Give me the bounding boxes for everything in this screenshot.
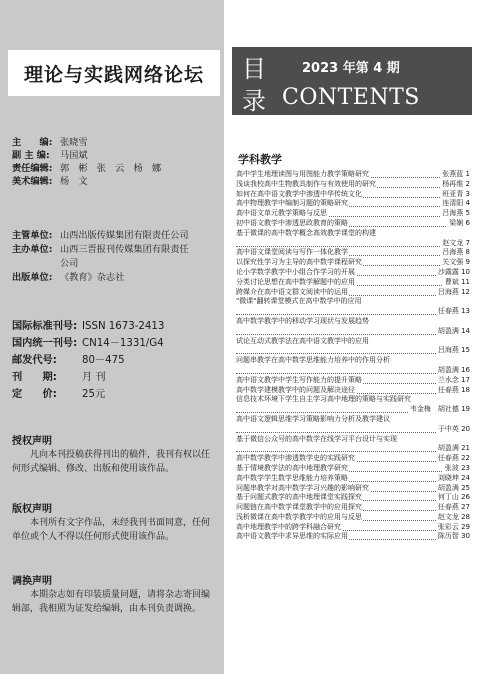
toc-entry[interactable]: [236, 190, 470, 200]
toc-entry-title: 基于情境教学法的高中地理教学研究: [236, 463, 348, 472]
toc-entry-page: 10: [461, 267, 470, 276]
toc-entry-title: 如何在高中语文教学中渗透中华传统文化: [236, 189, 362, 198]
code-row: 刊 期: 月 刊: [12, 372, 106, 383]
contents-header: [232, 47, 472, 115]
toc-entry-author-page: [440, 180, 470, 190]
toc-entry-title: 基于问题式教学的高中地理课堂实践探究: [236, 493, 362, 502]
toc-entry-author-page: [436, 268, 470, 278]
toc-entry-author: 吕海燕: [442, 248, 464, 257]
toc-entry-author: 胡盈满: [437, 326, 459, 335]
toc-entry-title: 浅谈我校高中生物教具制作与有效使用的研究: [236, 179, 376, 188]
toc-entry-page: 17: [461, 375, 470, 384]
toc-entry-author: 关文强: [442, 258, 464, 267]
toc-entry[interactable]: [236, 170, 470, 180]
toc-entry[interactable]: [236, 415, 470, 435]
toc-entry-author-page: [436, 444, 470, 454]
toc-entry[interactable]: [236, 503, 470, 513]
section-title: 学科教学: [238, 153, 282, 166]
toc-entry-title: 试论互动式教学法在高中语文教学中的应用: [236, 336, 369, 345]
toc-entry-author: 陈历智: [437, 532, 459, 541]
toc-entry-title: 浅析微课在高中数学教学中的应用与反思: [236, 512, 362, 521]
toc-entry-title: 初中语文教学中渗透思政教育的策略: [236, 218, 348, 227]
toc-entry-author-page: [436, 386, 470, 396]
toc-entry-author: 刘晓坤: [437, 473, 459, 482]
toc-entry-title: "微课"翻转课堂模式在高中数学中的应用: [236, 297, 362, 306]
toc-entry-page: 7: [465, 238, 470, 247]
toc-entry-author: 任春燕: [437, 454, 459, 463]
journal-title-box: [8, 50, 220, 96]
toc-entry-title: 高中数学学生数学思维能力培养策略: [236, 473, 348, 482]
toc-entry-page: 23: [461, 463, 470, 472]
toc-entry-author: 班亚青: [442, 189, 464, 198]
toc-entry-title: 问题串教学对高中数学学习兴趣的影响研究: [236, 483, 369, 492]
toc-entry-page: 11: [461, 277, 470, 286]
toc-entry[interactable]: [236, 268, 470, 278]
code-row: 国内统一刊号: CN14－1331/G4: [12, 338, 164, 349]
toc-entry[interactable]: [236, 199, 470, 209]
toc-entry-page: 25: [461, 483, 470, 492]
toc-entry-author-page: [440, 248, 470, 258]
toc-entry-title: 高中语文单元教学策略与反思: [236, 209, 327, 218]
toc-entry-author-page: [440, 258, 470, 268]
toc-entry[interactable]: [236, 248, 470, 258]
exchange-text: 本期杂志如有印装质量问题，请将杂志寄回编辑部，我相照为证发给编辑，由本刊负责调换。: [12, 590, 211, 614]
toc-entry-page: 19: [461, 405, 470, 414]
toc-entry-author: 吕海燕: [437, 346, 459, 355]
toc-entry-page: 13: [461, 307, 470, 316]
toc-entry-title: 高中地理教学中的跨学科融合研究: [236, 522, 341, 531]
toc-entry-title: 问题链在高中数学课堂教学中的应用探究: [236, 503, 362, 512]
toc-entry-author-page: [436, 307, 470, 317]
toc-entry[interactable]: [236, 464, 470, 474]
toc-entry-page: 5: [465, 209, 470, 218]
toc-entry-author: 吕海燕: [437, 287, 459, 296]
toc-entry-author-page: [440, 170, 470, 180]
toc-entry-title: 高中语文课堂阅读与写作一体化教学: [236, 248, 348, 257]
masthead-row: 副 主 编: 马国斌: [12, 150, 88, 161]
toc-entry[interactable]: [236, 288, 470, 298]
masthead-row: 责任编辑: 郭 彬 张 云 杨 娜: [12, 163, 162, 174]
toc-entry[interactable]: [236, 376, 470, 386]
toc-entry-title: 高中语文教学中求异思维的实际应用: [236, 532, 348, 541]
toc-entry-title: 论小学数学教学中小组合作学习的开展: [236, 267, 355, 276]
toc-entry-author: 梁娴: [449, 218, 464, 227]
toc-entry-page: 8: [465, 248, 470, 257]
toc-entry[interactable]: [236, 278, 470, 288]
toc-entry-author: 张彩云: [437, 522, 459, 531]
toc-entry-page: 15: [461, 346, 470, 355]
toc-entry-author-page: [436, 484, 470, 494]
toc-entry-author: 兰水念: [437, 375, 459, 384]
toc-entry-title: 高中语文教学中学生写作能力的提升策略: [236, 375, 362, 384]
toc-entry-author: 胡盈满: [437, 365, 459, 374]
copyright-text: 本刊所有文字作品，未经我刊书面同意，任何单位或个人不得以任何形式使用该作品。: [12, 518, 211, 542]
toc-entry-author-page: [436, 474, 470, 484]
toc-entry-author-page: [436, 376, 470, 386]
toc-entry-author-page: [440, 239, 470, 249]
toc-entry-page: 28: [461, 512, 470, 521]
toc-entry-author: 赵文龙: [442, 238, 464, 247]
toc-entry-page: 1: [465, 170, 470, 178]
toc-entry-author-page: [443, 278, 470, 288]
toc-entry[interactable]: [236, 356, 470, 376]
toc-entry[interactable]: [236, 484, 470, 494]
toc-entry-author-page: [436, 425, 470, 435]
toc-entry[interactable]: [236, 513, 470, 523]
toc-entry-title: 分类讨论思想在高中数学解题中的应用: [236, 277, 355, 286]
toc-entry[interactable]: [236, 297, 470, 317]
toc-entry-title: 信息技术环境下学生自主学习高中地理的策略与实践研究: [236, 395, 411, 404]
toc-entry-page: 14: [461, 326, 470, 335]
toc-entry[interactable]: [236, 523, 470, 533]
toc-entry-page: 20: [461, 424, 470, 433]
toc-entry[interactable]: [236, 454, 470, 464]
toc-entry[interactable]: [236, 435, 470, 455]
toc-entry-author-page: [436, 532, 470, 542]
code-row: 邮发代号: 80－475: [12, 355, 125, 366]
publisher-row: 主管单位: 山西出版传媒集团有限责任公司: [12, 230, 189, 241]
toc-entry-title: 基于微信公众号的高中数学在线学习平台设计与实现: [236, 434, 397, 443]
toc-entry-page: 27: [461, 503, 470, 512]
masthead-row: 主 编: 张晓雪: [12, 137, 88, 148]
toc-entry-author-page: [436, 513, 470, 523]
toc-entry-page: 24: [461, 473, 470, 482]
exchange-heading: 调换声明: [12, 576, 52, 587]
toc-entry-author: 胡盈满: [437, 444, 459, 453]
toc-entry-page: 18: [461, 385, 470, 394]
toc-entry-author-page: [436, 346, 470, 356]
toc-entry-author: 连清阳: [442, 199, 464, 208]
toc-list: [236, 170, 470, 542]
toc-entry-page: 22: [461, 454, 470, 463]
toc-entry-author-page: [447, 219, 470, 229]
toc-entry-author: 张波: [444, 463, 459, 472]
masthead-block: [12, 136, 161, 188]
masthead-row: 美术编辑: 杨 文: [12, 176, 88, 187]
masthead-panel: [0, 0, 224, 674]
toc-entry-author-page: [408, 405, 470, 415]
header-lu: 录: [242, 87, 266, 115]
toc-entry-author: 胡盈满: [437, 483, 459, 492]
header-mu: 目: [242, 55, 266, 83]
toc-entry[interactable]: [236, 258, 470, 268]
toc-entry-author: 曹斌: [444, 277, 459, 286]
toc-entry-title: 以探究性学习为主导的高中数学课程研究: [236, 258, 362, 267]
toc-entry-author: 何丁山: [437, 493, 459, 502]
toc-entry-author: 任春燕: [437, 307, 459, 316]
authorization-text: 凡向本刊投稿获得刊出的稿件，我刊有权以任何形式编辑、修改、出版和使用该作品。: [12, 450, 211, 474]
toc-entry-page: 4: [465, 199, 470, 208]
toc-entry[interactable]: [236, 532, 470, 542]
toc-entry[interactable]: [236, 493, 470, 503]
toc-entry-author-page: [440, 199, 470, 209]
toc-entry-page: 21: [461, 444, 470, 453]
toc-entry-author-page: [436, 366, 470, 376]
copyright-heading: 版权声明: [12, 504, 52, 515]
toc-entry-author-page: [440, 190, 470, 200]
toc-entry-author: 任春燕: [437, 385, 459, 394]
toc-entry[interactable]: [236, 219, 470, 229]
toc-entry-title: 基于微课的高中数学概念高效教学课堂的构建: [236, 228, 376, 237]
toc-entry-author-page: [436, 523, 470, 533]
toc-entry-author: 于中英: [437, 424, 459, 433]
authorization-heading: 授权声明: [12, 436, 52, 447]
toc-entry-title: 问题串教学在高中数学思维能力培养中的作用分析: [236, 356, 390, 365]
toc-entry-page: 26: [461, 493, 470, 502]
toc-entry-page: 2: [465, 179, 470, 188]
toc-entry-author-page: [436, 288, 470, 298]
journal-title: 理论与实践网络论坛: [23, 63, 204, 86]
toc-entry-page: 3: [465, 189, 470, 198]
contents-label: CONTENTS: [282, 85, 420, 110]
toc-entry-author: 任春燕: [437, 503, 459, 512]
publisher-row: 主办单位: 山西三晋报刊传媒集团有限责任 公司: [12, 244, 189, 269]
issue-label: 2023 年第 4 期: [302, 61, 400, 76]
toc-entry-author-page: [436, 503, 470, 513]
toc-entry-title: 高中语文逻辑思维学习策略影响力分析及教学建议: [236, 414, 390, 423]
toc-entry[interactable]: [236, 180, 470, 190]
toc-entry-author-page: [440, 209, 470, 219]
toc-entry-page: 6: [465, 218, 470, 227]
code-row: 国际标准刊号: ISSN 1673-2413: [12, 321, 165, 332]
leader-dots: [236, 239, 470, 247]
toc-entry[interactable]: [236, 395, 470, 415]
toc-entry-author: 沙露露: [437, 267, 459, 276]
toc-entry-title: 高中数学教学中渗透数学史的实践研究: [236, 454, 355, 463]
toc-entry[interactable]: [236, 474, 470, 484]
toc-entry-author-page: [443, 464, 470, 474]
toc-entry-page: 29: [461, 522, 470, 531]
toc-entry[interactable]: [236, 317, 470, 337]
toc-entry[interactable]: [236, 386, 470, 396]
toc-entry-title: 高中物理教学中编制习题的策略研究: [236, 199, 348, 208]
toc-entry-author: 吕海燕: [442, 209, 464, 218]
toc-entry[interactable]: [236, 229, 470, 249]
toc-entry-author: 杨再维: [442, 179, 464, 188]
toc-entry-author-page: [436, 493, 470, 503]
toc-entry-author-page: [436, 327, 470, 337]
toc-entry-title: 高中数学教学中的移动学习现状与发展趋势: [236, 316, 369, 325]
code-row: 定 价: 25元: [12, 389, 106, 400]
toc-entry-page: 9: [465, 258, 470, 267]
toc-entry-title: 高中数学建模教学中的问题及解决途径: [236, 385, 355, 394]
publisher-row: 出版单位: 《教育》杂志社: [12, 272, 125, 283]
toc-entry[interactable]: [236, 209, 470, 219]
toc-entry-page: 16: [461, 365, 470, 374]
toc-entry-author: 赵文龙: [437, 512, 459, 521]
toc-entry-author-page: [436, 454, 470, 464]
toc-entry-title: 高中学生地理读图与用图能力教学策略研究: [236, 170, 369, 178]
publisher-block: [12, 229, 189, 285]
codes-block: [12, 318, 164, 403]
toc-entry-author: 韦金梅 胡社德: [409, 405, 459, 414]
toc-entry[interactable]: [236, 337, 470, 357]
toc-entry-author: 张燕蓝: [442, 170, 464, 178]
toc-entry-page: 30: [461, 532, 470, 541]
toc-entry-page: 12: [461, 287, 470, 296]
toc-entry-title: 跨媒介在高中语文群文阅读中的运用: [236, 287, 348, 296]
